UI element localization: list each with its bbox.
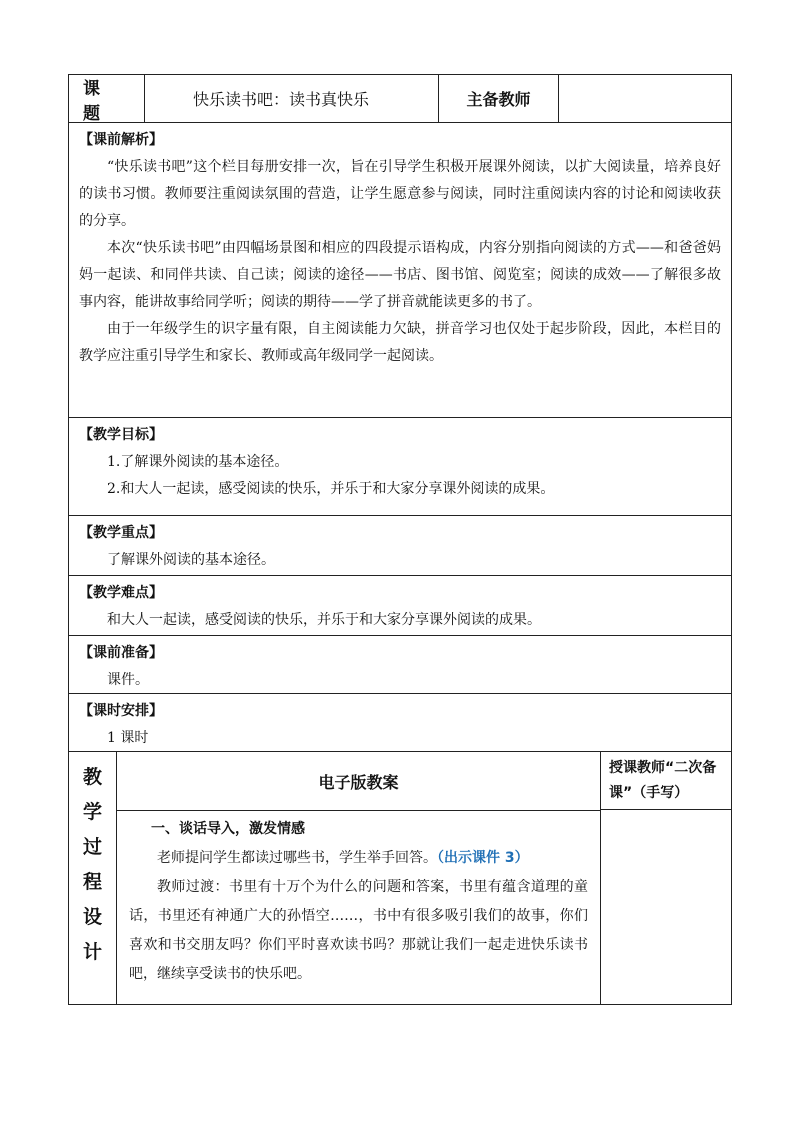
topic-label: 课 题 bbox=[69, 75, 145, 122]
goal-item-1: 1.了解课外阅读的基本途径。 bbox=[107, 454, 289, 470]
preparation-section bbox=[68, 635, 732, 693]
side-char: 过 bbox=[82, 836, 102, 858]
handwritten-column-title: 授课教师“二次备课”（手写） bbox=[601, 752, 731, 810]
topic-value: 快乐读书吧：读书真快乐 bbox=[145, 75, 439, 122]
courseware-note: （出示课件 3） bbox=[437, 850, 529, 866]
analysis-section bbox=[68, 122, 732, 417]
analysis-title: 【课前解析】 bbox=[79, 132, 163, 148]
electronic-plan-body bbox=[117, 811, 600, 995]
difficulties-section bbox=[68, 575, 732, 635]
goal-item-2: 2.和大人一起读，感受阅读的快乐，并乐于和大家分享课外阅读的成果。 bbox=[107, 481, 555, 497]
analysis-paragraph-2: 本次“快乐读书吧”由四幅场景图和相应的四段提示语构成，内容分别指向阅读的方式——和爸爸妈妈一起读、和同伴共读、自己读；阅读的途径——书店、图书馆、阅览室；阅读的成效——了解很多故事内容，能讲故事给同学听；阅读的期待——学了拼音就能读更多的书了。 bbox=[79, 240, 721, 310]
electronic-plan-title: 电子版教案 bbox=[117, 752, 600, 811]
process-line-2: 教师过渡：书里有十万个为什么的问题和答案，书里有蕴含道理的童话，书里还有神通广大的孙悟空……，书中有很多吸引我们的故事，你们喜欢和书交朋友吗？你们平时喜欢读书吗？那就让我们一起走进快乐读书吧，继续享受读书的快乐吧。 bbox=[129, 879, 588, 982]
header-row bbox=[68, 74, 732, 122]
teacher-value bbox=[559, 75, 731, 122]
lesson-plan-table bbox=[68, 74, 732, 1005]
difficulties-text: 和大人一起读，感受阅读的快乐，并乐于和大家分享课外阅读的成果。 bbox=[107, 612, 541, 628]
side-char: 学 bbox=[82, 801, 102, 823]
key-points-title: 【教学重点】 bbox=[79, 525, 163, 541]
process-side-label bbox=[69, 752, 117, 1004]
schedule-title: 【课时安排】 bbox=[79, 703, 163, 719]
side-char: 程 bbox=[82, 871, 102, 893]
side-char: 教 bbox=[82, 766, 102, 788]
process-section bbox=[68, 751, 732, 1005]
schedule-section bbox=[68, 693, 732, 751]
electronic-plan-column bbox=[117, 752, 601, 1004]
difficulties-title: 【教学难点】 bbox=[79, 585, 163, 601]
key-points-section bbox=[68, 515, 732, 575]
goals-section bbox=[68, 417, 732, 515]
handwritten-column bbox=[601, 752, 731, 1004]
schedule-text: 1 课时 bbox=[107, 730, 149, 746]
analysis-paragraph-1: “快乐读书吧”这个栏目每册安排一次，旨在引导学生积极开展课外阅读，以扩大阅读量，培养良好的读书习惯。教师要注重阅读氛围的营造，让学生愿意参与阅读，同时注重阅读内容的讨论和阅读收获的分享。 bbox=[79, 159, 721, 229]
key-points-text: 了解课外阅读的基本途径。 bbox=[107, 552, 275, 568]
process-line-1: 老师提问学生都读过哪些书，学生举手回答。（出示课件 3） bbox=[157, 850, 529, 866]
preparation-text: 课件。 bbox=[107, 672, 149, 688]
side-char: 计 bbox=[82, 941, 102, 963]
preparation-title: 【课前准备】 bbox=[79, 645, 163, 661]
analysis-paragraph-3: 由于一年级学生的识字量有限，自主阅读能力欠缺，拼音学习也仅处于起步阶段，因此，本栏目的教学应注重引导学生和家长、教师或高年级同学一起阅读。 bbox=[79, 321, 721, 364]
side-char: 设 bbox=[82, 906, 102, 928]
section1-heading: 一、谈话导入，激发情感 bbox=[151, 821, 305, 837]
goals-title: 【教学目标】 bbox=[79, 427, 163, 443]
teacher-label: 主备教师 bbox=[439, 75, 559, 122]
